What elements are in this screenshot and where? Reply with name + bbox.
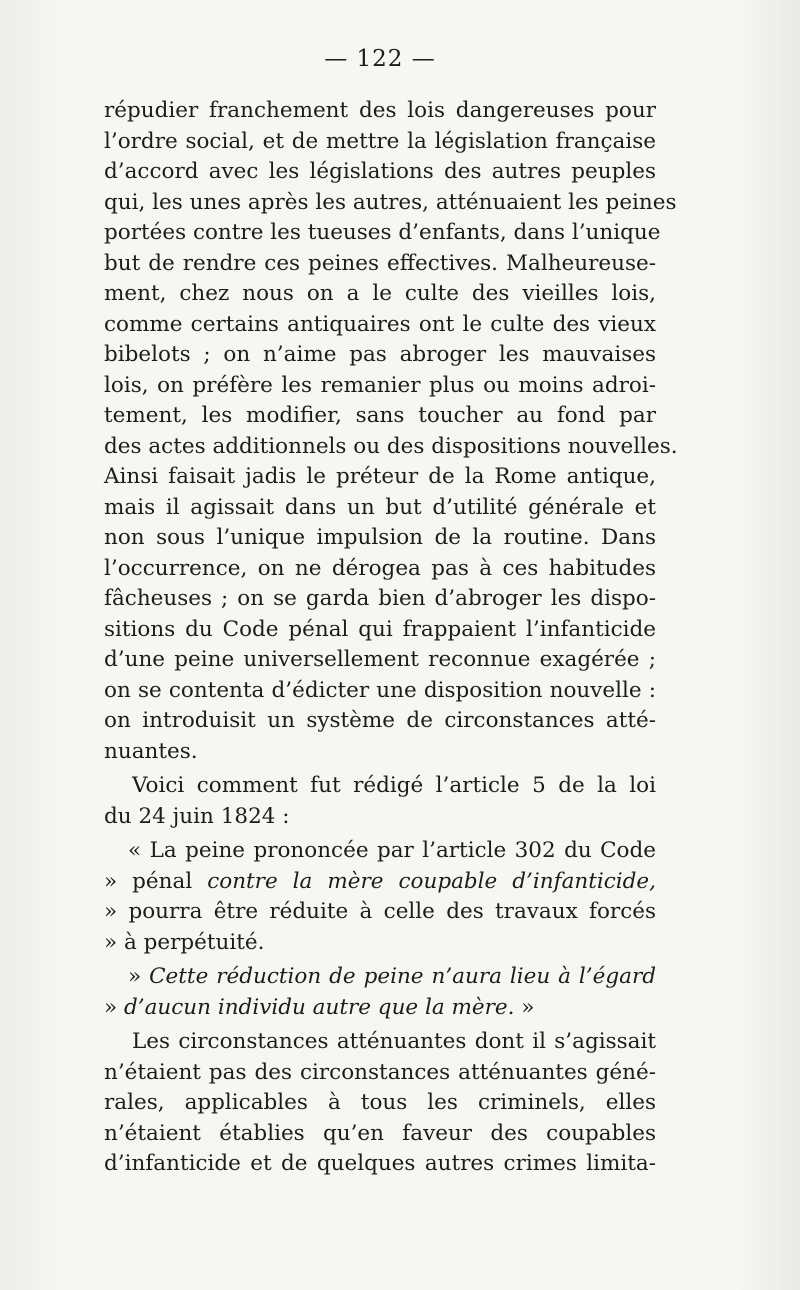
paragraph-3 <box>104 1027 656 1180</box>
text-line: comme certains antiquaires ont le culte des vieux <box>104 311 656 337</box>
quote-marker: » <box>104 994 124 1020</box>
text-line: on introduisit un système de circonstances atté- <box>104 708 656 733</box>
text-line: » pourra être réduite à celle des travaux forcés <box>104 899 656 924</box>
text-line: d’une peine universellement reconnue exagérée ; <box>104 647 656 672</box>
text-line: ment, chez nous on a le culte des vieilles lois, <box>104 281 656 306</box>
italic-text: contre la mère coupable d’infanticide, <box>207 868 656 894</box>
text-line <box>104 993 656 1024</box>
text-line: bibelots ; on n’aime pas abroger les mauvaises <box>104 342 656 367</box>
text-line: rales, applicables à tous les criminels, elles <box>104 1090 656 1115</box>
text-line: but de rendre ces peines effectives. Malheureuse- <box>104 250 656 276</box>
text-line: Les circonstances atténuantes dont il s’agissait <box>132 1029 656 1054</box>
text-line: mais il agissait dans un but d’utilité générale et <box>104 494 656 520</box>
text-line: nuantes. <box>104 738 198 764</box>
text-line: répudier franchement des lois dangereuses pour <box>104 98 656 123</box>
text-line: n’étaient pas des circonstances atténuantes géné- <box>104 1059 656 1085</box>
paragraph-1 <box>104 96 678 767</box>
text-line <box>104 962 656 993</box>
page-number: — 122 — <box>324 46 436 72</box>
text-line: qui, les unes après les autres, atténuaient les peines <box>104 189 677 215</box>
text-line: Ainsi faisait jadis le préteur de la Rome antique, <box>104 464 656 489</box>
body-text <box>104 96 678 1180</box>
text-line: non sous l’unique impulsion de la routine. Dans <box>104 525 656 550</box>
text-line: l’occurrence, on ne dérogea pas à ces habitudes <box>104 555 656 581</box>
italic-text: d’aucun individu autre que la mère. <box>124 994 515 1020</box>
text-line: portées contre les tueuses d’enfants, dans l’unique <box>104 220 661 245</box>
quote-marker: » <box>514 994 535 1020</box>
text-line <box>104 867 656 898</box>
paragraph-2 <box>104 771 656 832</box>
text-line: Voici comment fut rédigé l’article 5 de la loi <box>132 773 656 798</box>
text-line: d’accord avec les législations des autres peuples <box>104 159 656 184</box>
text-line: tement, les modifier, sans toucher au fond par <box>104 403 656 428</box>
text-line: du 24 juin 1824 : <box>104 803 290 829</box>
text-line: sitions du Code pénal qui frappaient l’infanticide <box>104 616 656 642</box>
text-line: lois, on préfère les remanier plus ou moins adroi- <box>104 372 656 398</box>
text-line: d’infanticide et de quelques autres crimes limita- <box>104 1151 656 1176</box>
italic-text: Cette réduction de peine n’aura lieu à l’égard <box>149 964 656 989</box>
text-line: des actes additionnels ou des dispositions nouvelles. <box>104 433 678 459</box>
text-line: « La peine prononcée par l’article 302 du Code <box>128 838 656 863</box>
quote-marker: » <box>128 964 150 989</box>
quote-marker: » pénal <box>104 868 208 894</box>
text-line: on se contenta d’édicter une disposition nouvelle : <box>104 677 656 703</box>
text-line: l’ordre social, et de mettre la législation française <box>104 128 656 154</box>
quotation-2 <box>104 962 656 1023</box>
text-line: » à perpétuité. <box>104 929 265 955</box>
text-line: n’étaient établies qu’en faveur des coupables <box>104 1120 656 1146</box>
quotation-1 <box>104 836 656 958</box>
text-line: fâcheuses ; on se garda bien d’abroger les dispo- <box>104 586 656 611</box>
